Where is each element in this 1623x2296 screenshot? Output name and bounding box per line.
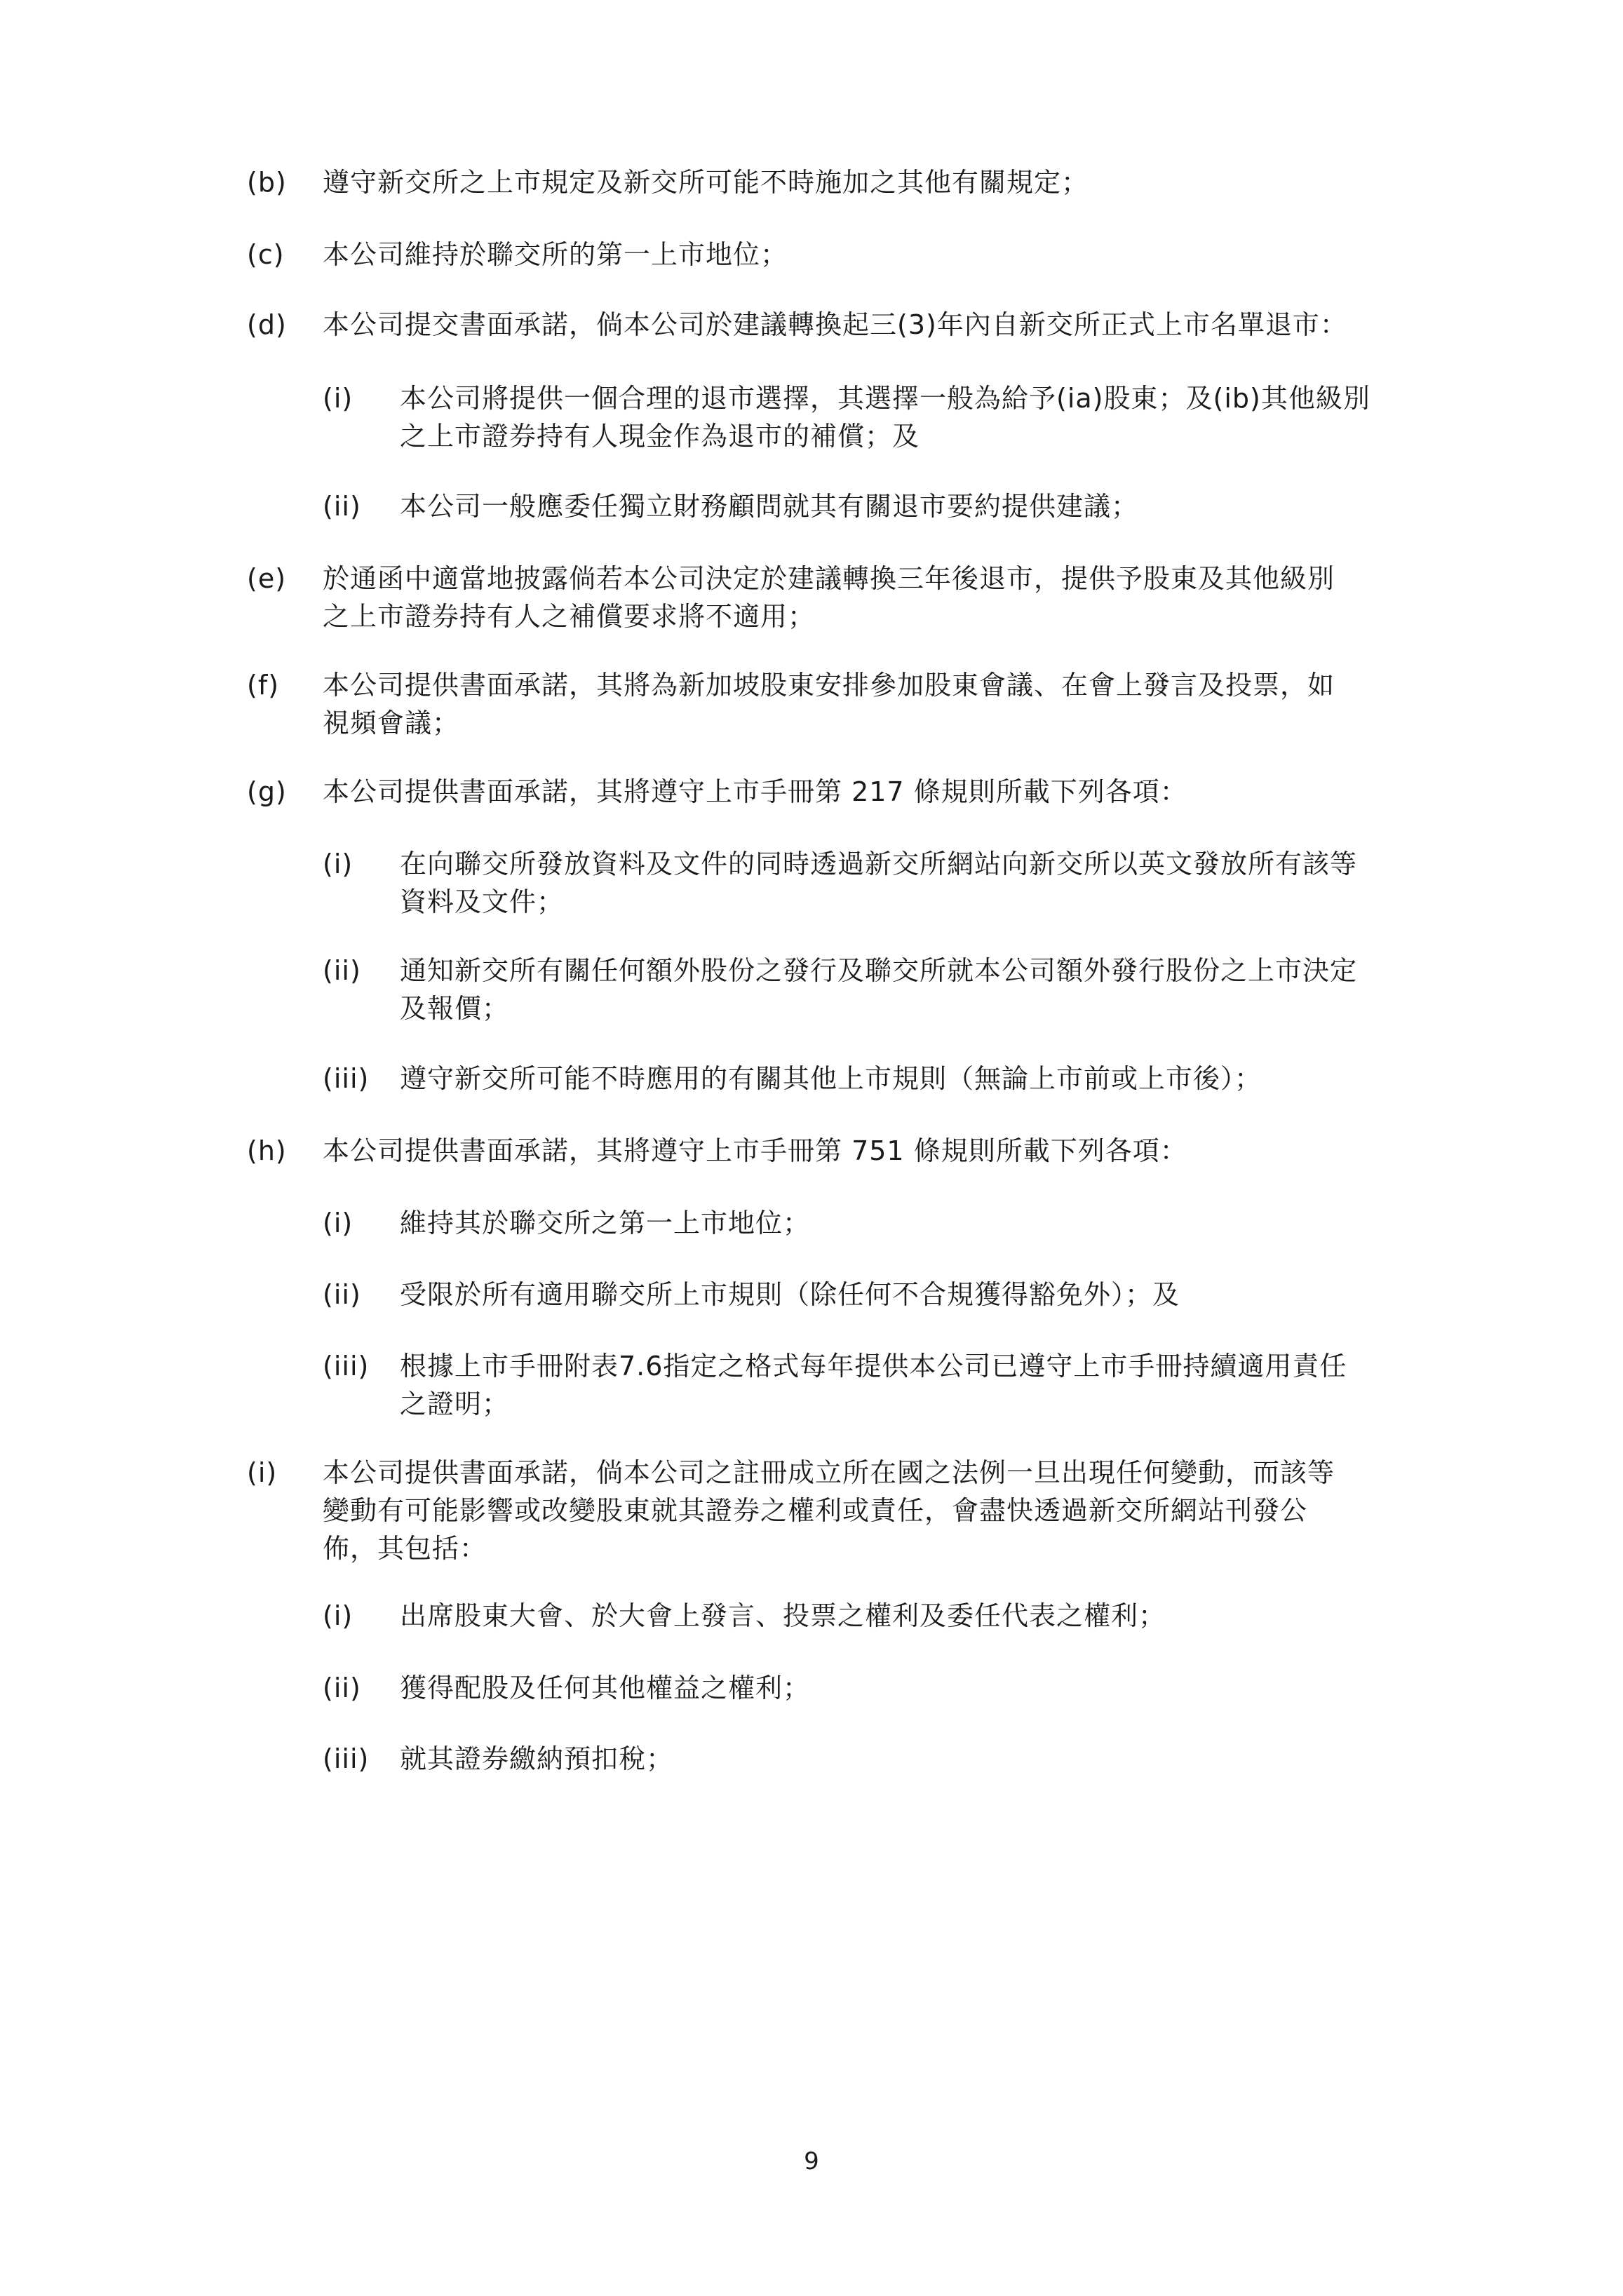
item-text-line: 遵守新交所可能不時應用的有關其他上市規則（無論上市前或上市後）；	[400, 1063, 1262, 1094]
item-text-line: 資料及文件；	[400, 886, 565, 917]
item-text-line: 本公司提供書面承諾，其將遵守上市手冊第 751 條規則所載下列各項：	[323, 1135, 1187, 1166]
item-text-line: 本公司將提供一個合理的退市選擇，其選擇一般為給予(ia)股東；及(ib)其他級別	[400, 383, 1371, 414]
item-text-line: 於通函中適當地披露倘若本公司決定於建議轉換三年後退市，提供予股東及其他級別	[323, 563, 1335, 594]
item-text	[323, 236, 788, 274]
page-number: 9	[804, 2147, 819, 2175]
item-label: (c)	[247, 239, 285, 270]
item-text-line: 本公司提交書面承諾，倘本公司於建議轉換起三(3)年內自新交所正式上市名單退市：	[323, 309, 1347, 340]
item-text-line: 視頻會議；	[323, 708, 460, 738]
item-text-line: 出席股東大會、於大會上發言、投票之權利及委任代表之權利；	[400, 1600, 1166, 1631]
item-text-line: 之上市證券持有人現金作為退市的補償；及	[400, 421, 920, 452]
item-text-line: 根據上市手冊附表7.6指定之格式每年提供本公司已遵守上市手冊持續適用責任	[400, 1351, 1347, 1382]
item-label: (i)	[323, 383, 353, 414]
item-text	[323, 773, 1187, 811]
item-text	[323, 1132, 1187, 1170]
item-text	[323, 306, 1347, 344]
item-text-line: 佈，其包括：	[323, 1533, 487, 1564]
item-label: (iii)	[323, 1743, 370, 1774]
item-label: (ii)	[323, 1279, 361, 1310]
item-label: (f)	[247, 670, 280, 701]
item-text	[400, 952, 1357, 1027]
item-label: (i)	[247, 1457, 278, 1488]
item-text	[400, 1740, 673, 1778]
item-label: (i)	[323, 849, 353, 879]
item-text-line: 本公司維持於聯交所的第一上市地位；	[323, 239, 788, 270]
item-text-line: 就其證券繳納預扣稅；	[400, 1743, 674, 1774]
item-text	[323, 1454, 1335, 1567]
item-label: (g)	[247, 776, 287, 807]
item-text	[400, 1276, 1180, 1314]
item-text	[400, 379, 1371, 455]
item-label: (iii)	[323, 1351, 370, 1382]
item-text	[323, 560, 1335, 635]
item-label: (iii)	[323, 1063, 370, 1094]
item-text	[400, 845, 1357, 921]
item-text-line: 在向聯交所發放資料及文件的同時透過新交所網站向新交所以英文發放所有該等	[400, 849, 1358, 879]
item-text-line: 遵守新交所之上市規定及新交所可能不時施加之其他有關規定；	[323, 167, 1089, 198]
item-text-line: 受限於所有適用聯交所上市規則（除任何不合規獲得豁免外）；及	[400, 1279, 1180, 1310]
item-label: (i)	[323, 1600, 353, 1631]
item-text-line: 維持其於聯交所之第一上市地位；	[400, 1208, 811, 1238]
item-label: (ii)	[323, 1673, 361, 1703]
item-label: (ii)	[323, 491, 361, 522]
item-text-line: 本公司提供書面承諾，其將為新加坡股東安排參加股東會議、在會上發言及投票，如	[323, 670, 1335, 701]
item-text	[323, 666, 1335, 742]
item-text-line: 本公司一般應委任獨立財務顧問就其有關退市要約提供建議；	[400, 491, 1139, 522]
item-text	[400, 1347, 1347, 1423]
item-text-line: 通知新交所有關任何額外股份之發行及聯交所就本公司額外發行股份之上市決定	[400, 955, 1358, 986]
item-text	[400, 1060, 1262, 1098]
item-text-line: 之上市證券持有人之補償要求將不適用；	[323, 601, 816, 632]
item-text-line: 本公司提供書面承諾，其將遵守上市手冊第 217 條規則所載下列各項：	[323, 776, 1187, 807]
item-label: (b)	[247, 167, 287, 198]
item-text-line: 本公司提供書面承諾，倘本公司之註冊成立所在國之法例一旦出現任何變動，而該等	[323, 1457, 1335, 1488]
item-text-line: 及報價；	[400, 993, 510, 1024]
item-text-line: 之證明；	[400, 1389, 510, 1419]
item-label: (h)	[247, 1135, 287, 1166]
item-label: (i)	[323, 1208, 353, 1238]
item-text-line: 變動有可能影響或改變股東就其證券之權利或責任，會盡快透過新交所網站刊發公	[323, 1495, 1308, 1526]
item-text-line: 獲得配股及任何其他權益之權利；	[400, 1673, 811, 1703]
item-label: (ii)	[323, 955, 361, 986]
item-text	[400, 487, 1138, 525]
item-label: (d)	[247, 309, 287, 340]
item-text	[400, 1597, 1166, 1635]
item-text	[323, 163, 1089, 201]
item-label: (e)	[247, 563, 287, 594]
item-text	[400, 1204, 810, 1242]
item-text	[400, 1669, 810, 1707]
